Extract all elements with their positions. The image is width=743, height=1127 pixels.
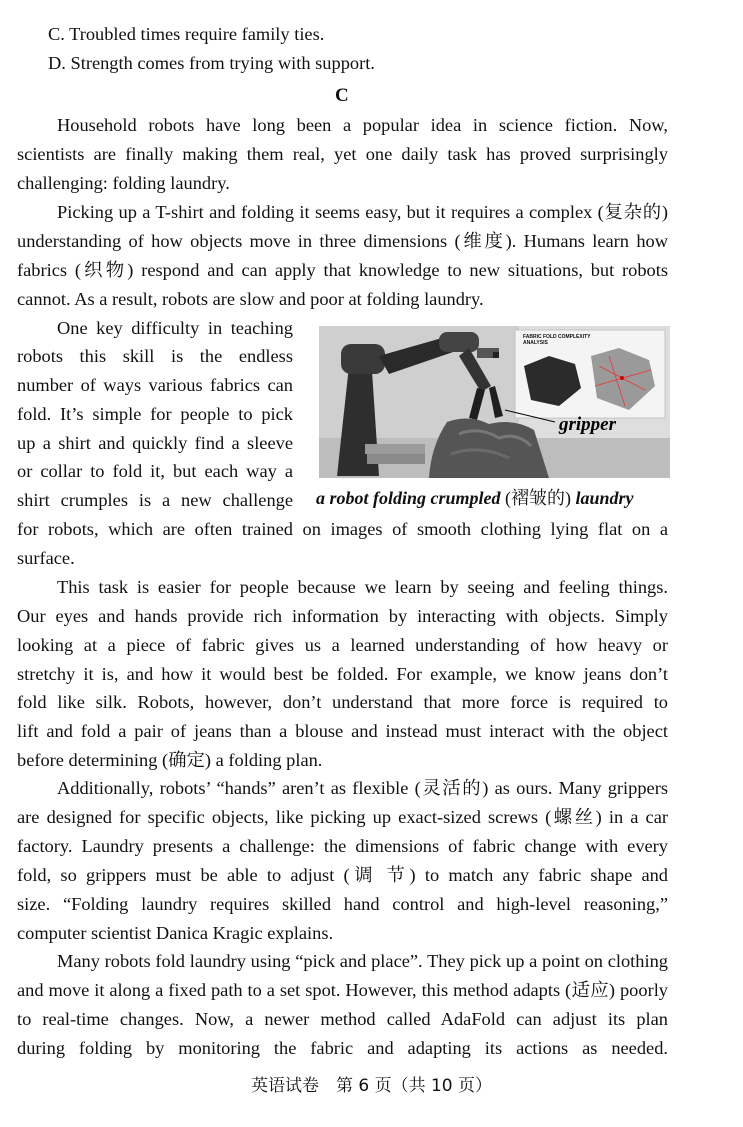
gripper-label: gripper — [559, 414, 616, 435]
caption-chinese-gloss: (褶皱的) — [500, 488, 576, 508]
paragraph-line: fold like silk. Robots, however, don’t understand that more force is required to — [17, 692, 668, 712]
paragraph-line: scientists are finally making them real, yet one daily task has proved surprisingly — [17, 144, 668, 164]
paragraph-line: to real-time changes. Now, a newer method called AdaFold can adjust its plan — [17, 1009, 668, 1029]
paragraph-line: up a shirt and quickly find a sleeve — [17, 433, 293, 453]
paragraph-line: Additionally, robots’ “hands” aren’t as flexible (灵活的) as ours. Many grippers — [57, 778, 668, 798]
paragraph-line: fold, so grippers must be able to adjust (调 节) to match any fabric shape and — [17, 865, 668, 885]
paragraph-line: challenging: folding laundry. — [17, 173, 230, 193]
paragraph-line: fold. It’s simple for people to pick — [17, 404, 293, 424]
paragraph-line: during folding by monitoring the fabric and adapting its actions as needed. — [17, 1038, 668, 1058]
paragraph-line: fabrics (织物) respond and can apply that knowledge to new situations, but robots — [17, 260, 668, 280]
paragraph-line: Picking up a T-shirt and folding it seems easy, but it requires a complex (复杂的) — [57, 202, 668, 222]
paragraph-line: surface. — [17, 548, 75, 568]
caption-text: a robot folding crumpled — [316, 488, 501, 508]
paragraph-line: Our eyes and hands provide rich information by interacting with objects. Simply — [17, 606, 668, 626]
paragraph-line: shirt crumples is a new challenge — [17, 490, 293, 510]
paragraph-line: for robots, which are often trained on images of smooth clothing lying flat on a — [17, 519, 668, 539]
paragraph-line: understanding of how objects move in three dimensions (维度). Humans learn how — [17, 231, 668, 251]
paragraph-line: number of ways various fabrics can — [17, 375, 293, 395]
robot-photo-illustration — [319, 326, 670, 478]
paragraph-line: factory. Laundry presents a challenge: the dimensions of fabric change with every — [17, 836, 668, 856]
paragraph-line: or collar to fold it, but each way a — [17, 461, 293, 481]
paragraph-line: computer scientist Danica Kragic explains. — [17, 923, 334, 943]
paragraph-line: before determining (确定) a folding plan. — [17, 750, 323, 770]
panel-title-line-1: FABRIC FOLD COMPLEXITY — [523, 334, 591, 340]
paragraph-line: are designed for specific objects, like picking up exact-sized screws (螺丝) in a car — [17, 807, 668, 827]
paragraph-line: robots this skill is the endless — [17, 346, 293, 366]
panel-title-line-2: ANALYSIS — [523, 340, 548, 346]
option-c: C. Troubled times require family ties. — [48, 24, 325, 44]
robot-folding-photo — [319, 326, 670, 478]
paragraph-line: size. “Folding laundry requires skilled hand control and high-level reasoning,” — [17, 894, 668, 914]
paragraph-line: Many robots fold laundry using “pick and place”. They pick up a point on clothing — [57, 951, 668, 971]
paragraph-line: lift and fold a pair of jeans than a blouse and instead must interact with the object — [17, 721, 668, 741]
paragraph-line: Household robots have long been a popular idea in science fiction. Now, — [57, 115, 668, 135]
paragraph-line: stretchy it is, and how it would best be folded. For example, we know jeans don’t — [17, 664, 668, 684]
paragraph-line: looking at a piece of fabric gives us a learned understanding of how heavy or — [17, 635, 668, 655]
caption-text-end: laundry — [575, 488, 634, 508]
paragraph-line: One key difficulty in teaching — [57, 318, 293, 338]
page-footer: 英语试卷 第 6 页（共 10 页） — [250, 1076, 493, 1096]
section-heading: C — [335, 85, 349, 106]
figure-caption — [316, 487, 668, 509]
option-d: D. Strength comes from trying with support. — [48, 53, 375, 73]
paragraph-line: cannot. As a result, robots are slow and poor at folding laundry. — [17, 289, 484, 309]
paragraph-line: and move it along a fixed path to a set spot. However, this method adapts (适应) poorly — [17, 980, 668, 1000]
paragraph-line: This task is easier for people because we learn by seeing and feeling things. — [57, 577, 668, 597]
